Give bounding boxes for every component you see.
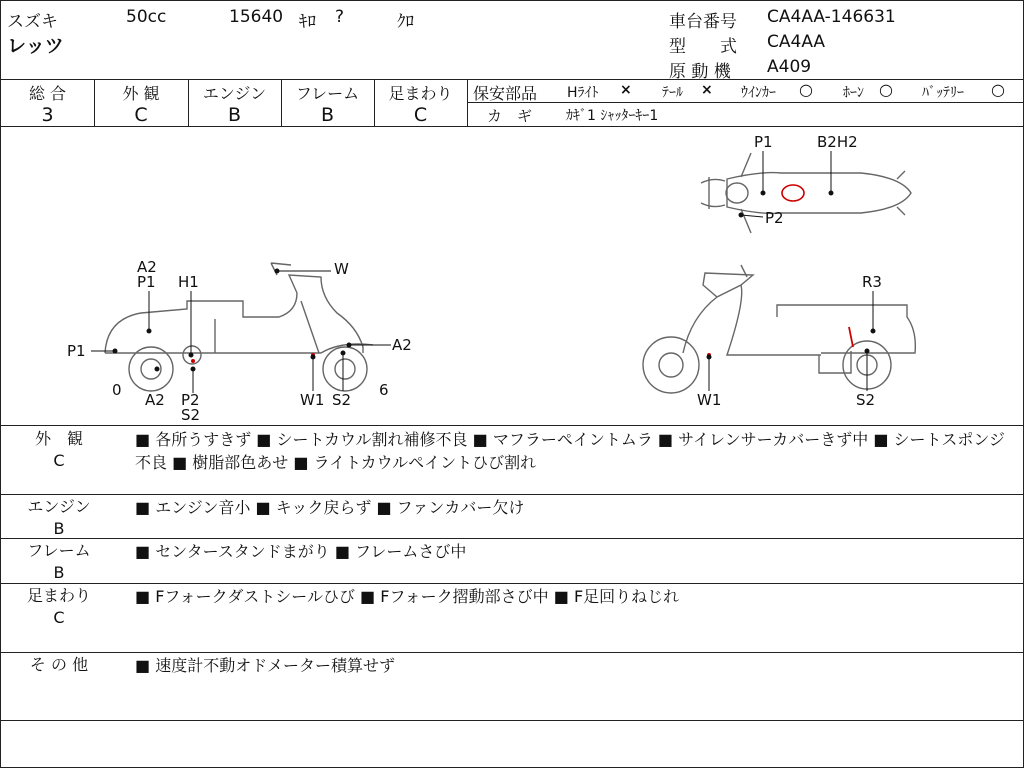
section-label: エンジン [27,497,91,516]
section-grade: B [53,519,65,538]
label-a2-right: A2 [392,336,412,354]
label-a2-bottom: A2 [145,391,165,409]
tail-mark: × [701,82,713,98]
divider [1,494,1023,495]
maker: スズキ [7,12,58,32]
label-zero: 0 [112,381,122,399]
displacement: 50cc [126,7,167,27]
horn-mark: ○ [879,80,893,99]
section-grade: C [53,451,65,470]
label-s2-rear: S2 [332,391,352,409]
divider [1,583,1023,584]
label-b2h2: B2H2 [817,133,858,151]
grade-exterior: 外 観 C [122,84,160,126]
key-label: カ ギ [487,107,533,125]
type-label: 型 式 [669,37,737,57]
engine-value: A409 [767,57,812,77]
headlight-mark: × [620,82,632,98]
damage-line-mark [849,327,853,347]
winker-label: ｳｲﾝｶｰ [741,85,776,101]
grade-suspension: 足まわり C [388,84,453,126]
divider [1,720,1023,721]
damage-circle-mark [782,185,804,201]
section-text: ■ センタースタンドまがり ■ フレームさび中 [135,542,467,561]
mileage-unit: ｷﾛ [299,12,316,32]
section-text: ■ Fフォークダストシールひび ■ Fフォーク摺動部さび中 ■ F足回りねじれ [135,587,680,606]
label-r3: R3 [862,273,882,291]
battery-label: ﾊﾞｯﾃﾘｰ [922,85,964,101]
label-a2-top: A2 [137,258,157,276]
winker-mark: ○ [799,80,813,99]
label-w: W [334,260,349,278]
label-s2-right: S2 [856,391,876,409]
section-grade: C [53,608,65,627]
section-text: ■ エンジン音小 ■ キック戻らず ■ ファンカバー欠け [135,498,525,517]
tail-label: ﾃｰﾙ [662,85,683,101]
key-value: ｶｷﾞ1 ｼｬｯﾀｰｷｰ1 [566,108,659,124]
grade-overall: 総 合 3 [28,84,67,126]
section-label: そ の 他 [29,655,89,674]
color: ｸﾛ [397,12,414,32]
label-p2: P2 [181,391,200,409]
label-p1-top: P1 [137,273,156,291]
frame-value: CA4AA-146631 [767,7,896,27]
divider [1,652,1023,653]
section-text: ■ 各所うすきず ■ シートカウル割れ補修不良 ■ マフラーペイントムラ ■ サイレンサーカバーきず中 ■ シートスポンジ不良 ■ 樹脂部色あせ ■ ライトカウルペイントひび割れ [135,430,1006,472]
section-text: ■ 速度計不動オドメーター積算せず [135,656,396,675]
label-s2-bottom: S2 [181,406,201,424]
section-label: 外 観 [34,429,83,448]
label-p2-top-view: P2 [765,209,784,227]
battery-mark: ○ [991,80,1005,99]
section-label: 足まわり [26,586,91,605]
label-p1-front: P1 [67,342,86,360]
model-name: レッツ [7,35,64,57]
divider [1,425,1023,426]
safety-label: 保安部品 [473,84,538,103]
scooter-top-view [701,153,911,233]
label-w1-left: W1 [300,391,325,409]
label-w1-right: W1 [697,391,722,409]
label-six: 6 [379,381,389,399]
divider [1,538,1023,539]
mileage-note: ? [335,7,345,27]
divider [1,79,1023,80]
headlight-label: Hﾗｲﾄ [567,85,599,101]
divider [468,102,1023,103]
label-p1-top-view: P1 [754,133,773,151]
section-label: フレーム [27,541,91,560]
type-value: CA4AA [767,32,826,52]
scooter-diagram [1,127,1023,424]
grade-engine: エンジン B [202,84,267,126]
frame-label: 車台番号 [669,12,737,32]
label-h1: H1 [178,273,199,291]
engine-label: 原 動 機 [669,62,731,82]
section-grade: B [53,563,65,582]
mileage-value: 15640 [229,7,284,27]
horn-label: ﾎｰﾝ [843,85,864,101]
grade-frame: フレーム B [295,84,360,126]
damage-dot-mark [191,359,195,363]
